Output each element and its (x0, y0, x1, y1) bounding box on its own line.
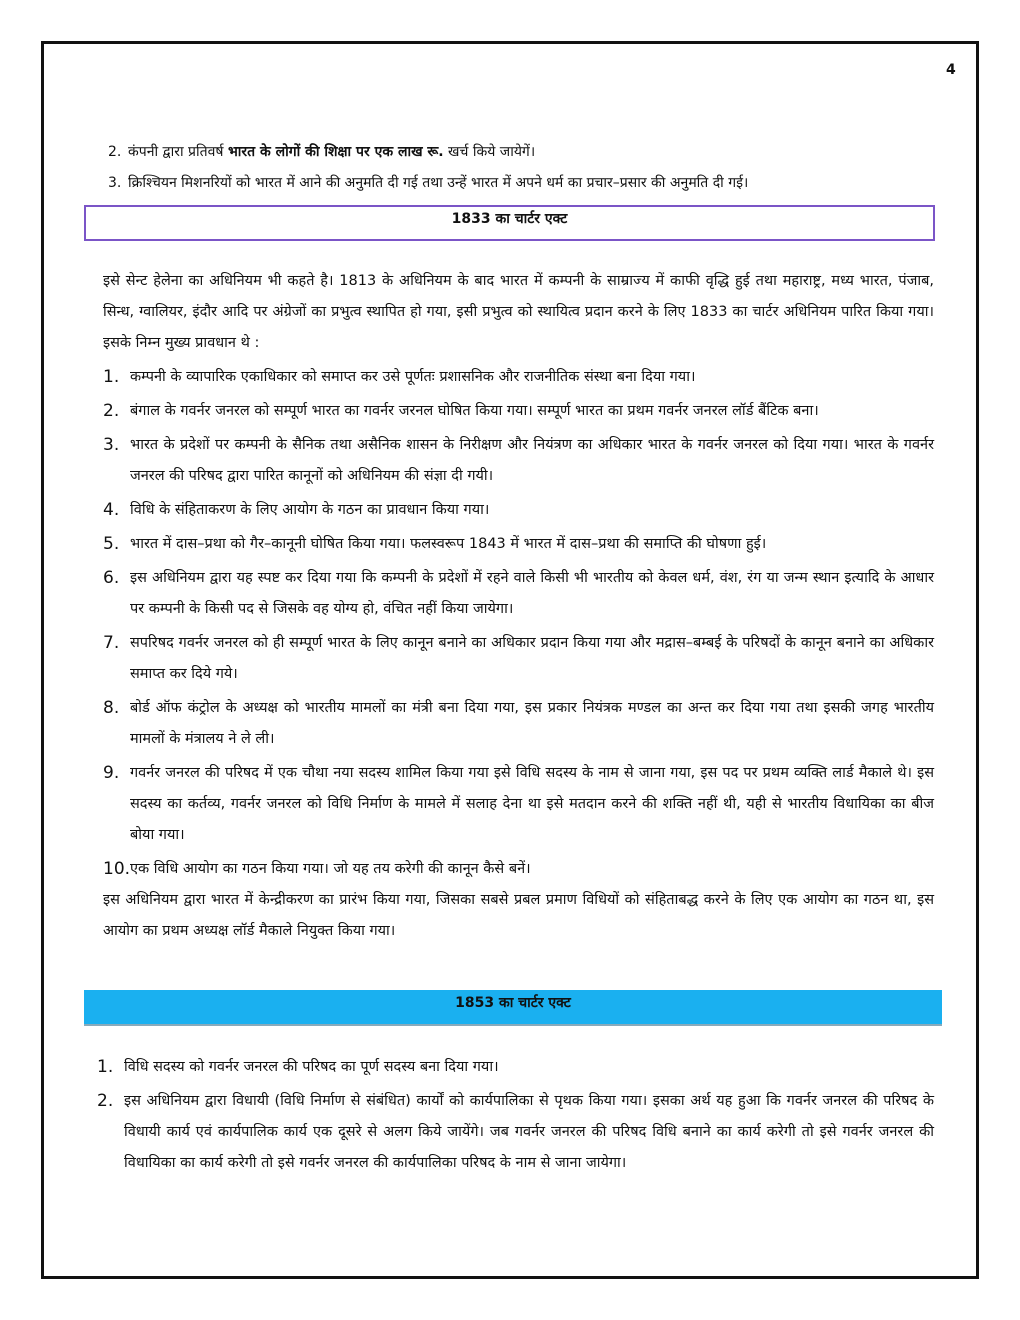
list-item: 2. इस अधिनियम द्वारा विधायी (विधि निर्माण से संबंधित) कार्यों को कार्यपालिका से पृथक किया गया। इसका अर्थ यह हुआ कि गवर्नर जनरल की परिषद के विधायी कार्य एवं कार्यपालिक कार्य एक दूसरे से अलग किये जायेंगे। जब गवर्नर जनरल की परिषद विधि बनाने का कार्य करेगी तो इसे गवर्नर जनरल की विधायिका का कार्य करेगी तो इसे गवर्नर जनरल की कार्यपालिका परिषद के नाम से जाना जायेगा। (97, 1091, 934, 1171)
list-item: 2. कंपनी द्वारा प्रतिवर्ष भारत के लोगों की शिक्षा पर एक लाख रू. खर्च किये जायेगें। (108, 144, 536, 160)
list-item: 3. क्रिश्चियन मिशनरियों को भारत में आने की अनुमति दी गई तथा उन्हें भारत में अपने धर्म का प्रचार–प्रसार की अनुमति दी गई। (108, 175, 749, 191)
list-item: 5. भारत में दास–प्रथा को गैर–कानूनी घोषित किया गया। फलस्वरूप 1843 में भारत में दास–प्रथा की समाप्ति की घोषणा हुई। (103, 534, 767, 554)
section-1833-intro: इसे सेन्ट हेलेना का अधिनियम भी कहते है। 1813 के अधिनियम के बाद भारत में कम्पनी के साम्राज्य में काफी वृद्धि हुई तथा महाराष्ट्र, मध्य भारत, पंजाब, सिन्ध, ग्वालियर, इंदौर आदि पर अंग्रेजों का प्रभुत्व स्थापित हो गया, इसी प्रभुत्व को स्थायित्व प्रदान करने के लिए 1833 का चार्टर अधिनियम पारित किया गया। इसके निम्न मुख्य प्रावधान थे : (103, 273, 934, 351)
section-1833-list (103, 362, 934, 947)
section-heading-1853: 1853 का चार्टर एक्ट (84, 990, 942, 1026)
list-item: 7. सपरिषद गवर्नर जनरल को ही सम्पूर्ण भारत के लिए कानून बनाने का अधिकार प्रदान किया गया और मद्रास–बम्बई के परिषदों के कानून बनाने का अधिकार समाप्त कर दिये गये। (103, 633, 934, 682)
list-item: 10. एक विधि आयोग का गठन किया गया। जो यह तय करेगी की कानून कैसे बनें। (103, 859, 531, 879)
section-1833-closing: इस अधिनियम द्वारा भारत में केन्द्रीकरण का प्रारंभ किया गया, जिसका सबसे प्रबल प्रमाण विधियों को संहिताबद्ध करने के लिए एक आयोग का गठन था, इस आयोग का प्रथम अध्यक्ष लॉर्ड मैकाले नियुक्त किया गया। (103, 892, 934, 939)
list-item: 9. गवर्नर जनरल की परिषद में एक चौथा नया सदस्य शामिल किया गया इसे विधि सदस्य के नाम से जाना गया, इस पद पर प्रथम व्यक्ति लार्ड मैकाले थे। इस सदस्य का कर्तव्य, गवर्नर जनरल को विधि निर्माण के मामले में सलाह देना था इसे मतदान करने की शक्ति नहीं थी, यही से भारतीय विधायिका का बीज बोया गया। (103, 763, 934, 843)
list-item: 6. इस अधिनियम द्वारा यह स्पष्ट कर दिया गया कि कम्पनी के प्रदेशों में रहने वाले किसी भी भारतीय को केवल धर्म, वंश, रंग या जन्म स्थान इत्यादि के आधार पर कम्पनी के किसी पद से जिसके वह योग्य हो, वंचित नहीं किया जायेगा। (103, 568, 934, 617)
list-item: 4. विधि के संहिताकरण के लिए आयोग के गठन का प्रावधान किया गया। (103, 500, 490, 520)
list-item: 3. भारत के प्रदेशों पर कम्पनी के सैनिक तथा असैनिक शासन के निरीक्षण और नियंत्रण का अधिकार भारत के गवर्नर जनरल को दिया गया। भारत के गवर्नर जनरल की परिषद द्वारा पारित कानूनों को अधिनियम की संज्ञा दी गयी। (103, 435, 934, 484)
list-item: 2. बंगाल के गवर्नर जनरल को सम्पूर्ण भारत का गवर्नर जरनल घोषित किया गया। सम्पूर्ण भारत का प्रथम गवर्नर जनरल लॉर्ड बैंटिक बना। (103, 401, 819, 421)
list-item: 8. बोर्ड ऑफ कंट्रोल के अध्यक्ष को भारतीय मामलों का मंत्री बना दिया गया, इस प्रकार नियंत्रक मण्डल का अन्त कर दिया गया तथा इसकी जगह भारतीय मामलों के मंत्रालय ने ले ली। (103, 698, 934, 747)
section-1853-list (97, 1052, 934, 1182)
section-heading-1833: 1833 का चार्टर एक्ट (84, 205, 935, 241)
list-item: 1. कम्पनी के व्यापारिक एकाधिकार को समाप्त कर उसे पूर्णतः प्रशासनिक और राजनीतिक संस्था बना दिया गया। (103, 367, 696, 387)
intro-list (108, 137, 938, 199)
page-number: 4 (946, 62, 956, 78)
list-item: 1. विधि सदस्य को गवर्नर जनरल की परिषद का पूर्ण सदस्य बना दिया गया। (97, 1057, 499, 1077)
